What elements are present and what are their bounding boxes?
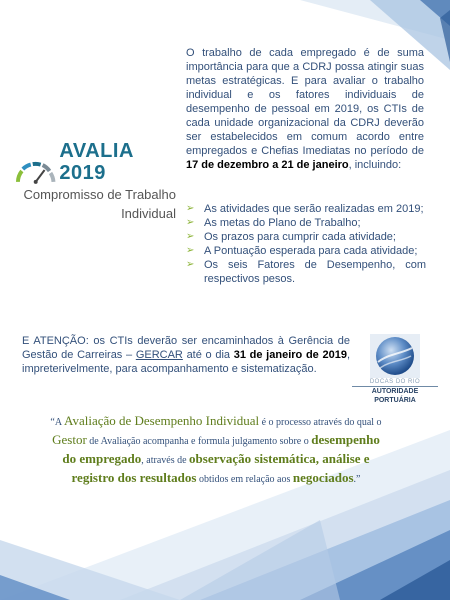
list-item bbox=[186, 216, 426, 230]
list-item-text: As metas do Plano de Trabalho; bbox=[204, 217, 361, 229]
attention-part1: E ATENÇÃO: os CTIs deverão ser encaminhados à Gerência de Gestão de Carreiras – bbox=[22, 335, 350, 361]
intro-dates: 17 de dezembro a 21 de janeiro bbox=[186, 159, 349, 171]
list-item bbox=[186, 202, 426, 216]
list-item-text: As atividades que serão realizadas em 2019; bbox=[204, 203, 424, 215]
logo-title: AVALIA 2019 bbox=[59, 140, 134, 184]
arrow-bullet-icon: ➢ bbox=[186, 231, 195, 242]
attention-part2: até o dia bbox=[182, 349, 234, 361]
logo-subtitle-line1: Compromisso de Trabalho bbox=[23, 187, 176, 202]
quote-text: é o processo através do qual o bbox=[259, 417, 382, 428]
list-item-text: A Pontuação esperada para cada atividade; bbox=[204, 245, 418, 257]
intro-tail: , incluindo: bbox=[348, 159, 402, 171]
arrow-bullet-icon: ➢ bbox=[186, 245, 195, 256]
cdrj-logo bbox=[352, 334, 438, 406]
cdrj-bottom-text: AUTORIDADE PORTUÁRIA bbox=[352, 386, 438, 405]
attention-part3: , impreterivelmente, para acompanhamento e sistematização. bbox=[22, 349, 350, 375]
quote-close: .” bbox=[353, 474, 361, 485]
arrow-bullet-icon: ➢ bbox=[186, 259, 195, 270]
intro-text: O trabalho de cada empregado é de suma importância para que a CDRJ possa atingir suas metas estratégicas. E para avaliar o trabalho individual e os fatores individuais de desempenho de pessoal em 2019, os CTIs de cada unidade organizacional da CDRJ deverão ser estabelecidos em comum acordo entre empregados e Chefias Imediatas no período de bbox=[186, 47, 424, 157]
quote-paragraph bbox=[46, 412, 386, 488]
quote-term-negociados: negociados bbox=[292, 470, 354, 485]
arrow-bullet-icon: ➢ bbox=[186, 203, 195, 214]
list-item-text: Os seis Fatores de Desempenho, com respectivos pesos. bbox=[204, 259, 426, 285]
list-item bbox=[186, 230, 426, 244]
gauge-icon bbox=[14, 158, 57, 184]
quote-term-desempenho: desempenho do empregado bbox=[62, 432, 380, 466]
logo-subtitle-line2: Individual bbox=[121, 206, 176, 221]
globe-icon bbox=[370, 334, 420, 378]
avalia-logo bbox=[14, 140, 184, 222]
quote-text: obtidos em relação aos bbox=[196, 474, 293, 485]
quote-term-observacao: observação sistemática, análise e registro dos resultados bbox=[71, 451, 370, 485]
inclusion-list bbox=[186, 202, 426, 286]
quote-term-avaliacao: Avaliação de Desempenho Individual bbox=[64, 413, 260, 428]
attention-paragraph bbox=[22, 334, 350, 376]
list-item-text: Os prazos para cumprir cada atividade; bbox=[204, 231, 396, 243]
arrow-bullet-icon: ➢ bbox=[186, 217, 195, 228]
attention-deadline: 31 de janeiro de 2019 bbox=[233, 349, 347, 361]
list-item bbox=[186, 244, 426, 258]
quote-text: de Avaliação acompanha e formula julgamento sobre o bbox=[86, 436, 312, 447]
cdrj-top-text: DOCAS DO RIO bbox=[369, 379, 421, 385]
list-item bbox=[186, 258, 426, 286]
quote-open: “A bbox=[50, 417, 65, 428]
intro-paragraph bbox=[186, 46, 424, 172]
quote-text: , através de bbox=[141, 455, 190, 466]
gercar-link[interactable]: GERCAR bbox=[135, 349, 183, 361]
quote-term-gestor: Gestor bbox=[52, 432, 87, 447]
